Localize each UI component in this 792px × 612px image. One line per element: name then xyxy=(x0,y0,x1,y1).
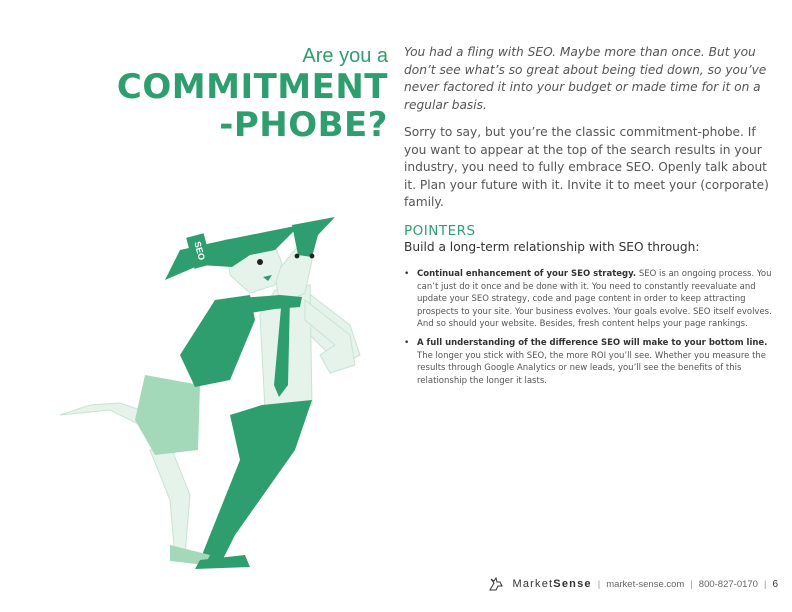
woman-skirt xyxy=(135,375,200,455)
pointer-item-bold: Continual enhancement of your SEO strategy. xyxy=(417,269,637,279)
footer-phone: 800-827-0170 xyxy=(698,578,758,590)
pointers-title: POINTERS xyxy=(404,223,476,239)
deer-logo-icon xyxy=(488,577,506,591)
woman-front-leg xyxy=(150,445,190,557)
pointer-item-text: The longer you stick with SEO, the more ROI you’ll see. Whether you measure the results through Google Analytics or new leads, you’ll see the benefits of this relationship the longer it lasts. xyxy=(417,350,767,386)
man-hair xyxy=(292,217,335,257)
couple-illustration xyxy=(50,205,380,575)
man-trousers xyxy=(200,400,312,565)
pointer-item xyxy=(404,268,774,331)
pointer-item xyxy=(404,337,774,387)
man-eye xyxy=(310,254,315,259)
brand-name-light: Market xyxy=(512,578,554,590)
intro-copy xyxy=(404,44,774,212)
seo-tag-label: SEO xyxy=(192,240,207,262)
page-footer: MarketSense | market-sense.com | 800-827-0170 | 6 xyxy=(488,577,778,591)
woman-eye xyxy=(257,259,263,265)
heading-line-3: -PHOBE? xyxy=(219,105,388,145)
brand-name xyxy=(512,578,591,590)
intro-paragraph: You had a fling with SEO. Maybe more than once. But you don’t see what’s so great about being tied down, so you’ve never factored it into your budget or made time for it on a regular basis. xyxy=(404,45,767,112)
pointers-subtitle: Build a long-term relationship with SEO through: xyxy=(404,240,700,254)
footer-website[interactable]: market-sense.com xyxy=(606,578,685,590)
pointer-item-bold: A full understanding of the difference SEO will make to your bottom line. xyxy=(417,337,768,348)
heading-line-1: Are you a xyxy=(302,45,388,67)
pointer-item-text: SEO is an ongoing process. You can’t just do it once and be done with it. You need to constantly reevaluate and update your SEO strategy, code and page content in order to keep attracting prospects to your site. Your business evolves. Your goals evolve. SEO itself evolves. And so should your website. Besides, fresh content helps your page rankings. xyxy=(417,269,772,330)
page-number: 6 xyxy=(772,578,778,590)
body-paragraph: Sorry to say, but you’re the classic commitment-phobe. If you want to appear at the top of the search results in your industry, you need to fully embrace SEO. Openly talk about it. Plan your future with it. Invite it to meet your (corporate) family. xyxy=(404,125,769,209)
brand-name-bold: Sense xyxy=(553,578,592,590)
heading-line-2: COMMITMENT xyxy=(116,67,388,107)
pointers-list xyxy=(404,268,774,393)
man-eye xyxy=(295,254,300,259)
page-heading xyxy=(117,44,388,144)
